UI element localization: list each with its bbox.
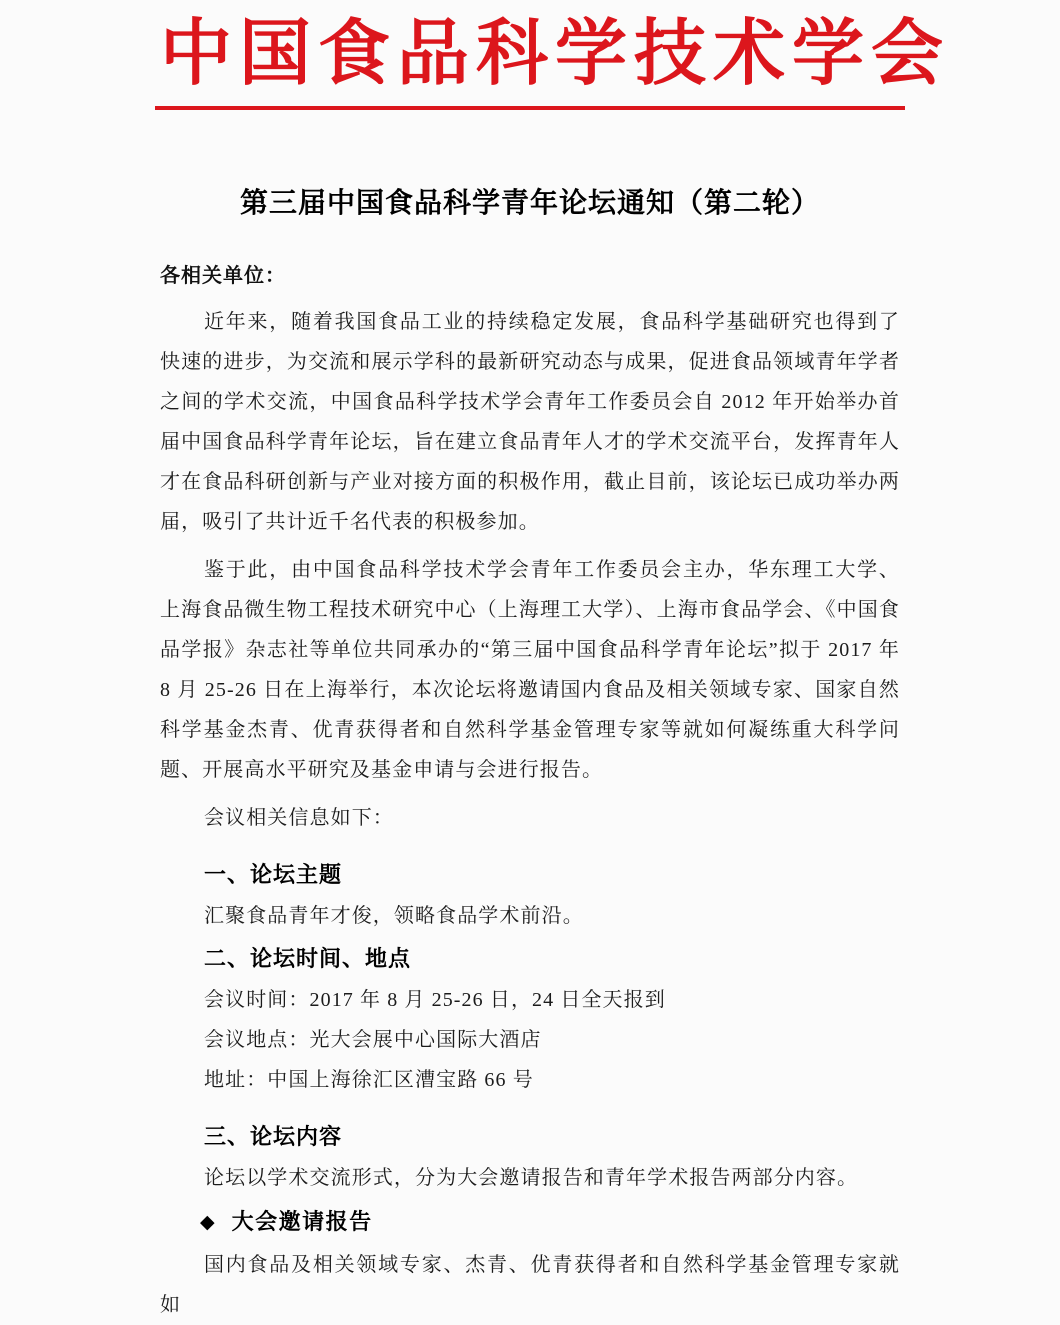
forum-content-text: 论坛以学术交流形式，分为大会邀请报告和青年学术报告两部分内容。 bbox=[204, 1167, 859, 1189]
meeting-place: 会议地点：光大会展中心国际大酒店 bbox=[204, 1029, 542, 1051]
salutation: 各相关单位： bbox=[160, 265, 286, 287]
letterhead-divider bbox=[155, 106, 905, 110]
section-heading-theme: 一、论坛主题 bbox=[204, 862, 343, 887]
meeting-info-intro: 会议相关信息如下： bbox=[204, 807, 394, 829]
invited-reports-heading bbox=[160, 1202, 900, 1245]
paragraph-invited-reports: 国内食品及相关领域专家、杰青、优青获得者和自然科学基金管理专家就如 bbox=[160, 1254, 900, 1316]
meeting-time: 会议时间：2017 年 8 月 25-26 日，24 日全天报到 bbox=[204, 989, 666, 1011]
letterhead bbox=[160, 14, 951, 110]
meeting-address: 地址：中国上海徐汇区漕宝路 66 号 bbox=[204, 1069, 534, 1091]
section-heading-content: 三、论坛内容 bbox=[204, 1124, 343, 1149]
forum-theme-text: 汇聚食品青年才俊，领略食品学术前沿。 bbox=[204, 905, 584, 927]
organization-name: 中国食品科学技术学会 bbox=[160, 14, 951, 94]
invited-reports-label: 大会邀请报告 bbox=[231, 1209, 373, 1234]
section-forum-theme bbox=[160, 854, 900, 936]
section-time-place bbox=[160, 938, 900, 1100]
notice-title: 第三届中国食品科学青年论坛通知（第二轮） bbox=[239, 187, 820, 218]
notice-body bbox=[160, 188, 900, 1325]
diamond-bullet-icon: ◆ bbox=[200, 1211, 215, 1233]
section-forum-content bbox=[160, 1116, 900, 1198]
paragraph-organizers: 鉴于此，由中国食品科学技术学会青年工作委员会主办，华东理工大学、上海食品微生物工程技术研究中心（上海理工大学）、上海市食品学会、《中国食品学报》杂志社等单位共同承办的“第三届中国食品科学青年论坛”拟于 2017 年 8 月 25-26 日在上海举行，本次论坛将邀请国内食品及相关领域专家、国家自然科学基金杰青、优青获得者和自然科学基金管理专家等就如何凝练重大科学问题、开展高水平研究及基金申请与会进行报告。 bbox=[160, 559, 900, 781]
paragraph-background: 近年来，随着我国食品工业的持续稳定发展，食品科学基础研究也得到了快速的进步，为交流和展示学科的最新研究动态与成果，促进食品领域青年学者之间的学术交流，中国食品科学技术学会青年工作委员会自 2012 年开始举办首届中国食品科学青年论坛，旨在建立食品青年人才的学术交流平台，发挥青年人才在食品科研创新与产业对接方面的积极作用，截止目前，该论坛已成功举办两届，吸引了共计近千名代表的积极参加。 bbox=[160, 311, 900, 533]
section-heading-time-place: 二、论坛时间、地点 bbox=[204, 946, 412, 971]
